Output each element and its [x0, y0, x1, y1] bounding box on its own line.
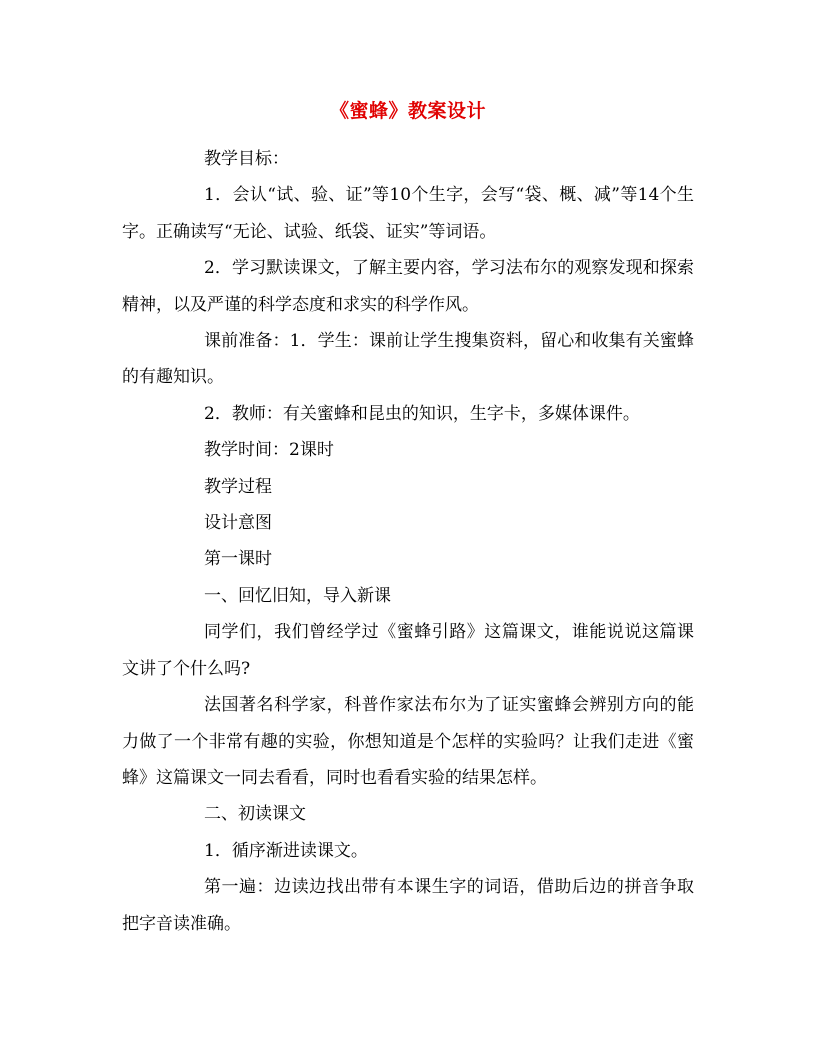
paragraph: 同学们，我们曾经学过《蜜蜂引路》这篇课文，谁能说说这篇课文讲了个什么吗? — [122, 622, 694, 679]
document-body — [122, 141, 694, 942]
paragraph: 教学过程 — [204, 476, 272, 497]
paragraph: 2．学习默读课文，了解主要内容，学习法布尔的观察发现和探索精神，以及严谨的科学态度和求实的科学作风。 — [122, 258, 694, 315]
paragraph: 教学目标： — [204, 149, 289, 169]
paragraph: 课前准备：1．学生：课前让学生搜集资料，留心和收集有关蜜蜂的有趣知识。 — [122, 331, 694, 388]
paragraph: 1．会认“试、验、证”等10个生字，会写“袋、概、减”等14个生字。正确读写“无论、试验、纸袋、证实”等词语。 — [122, 185, 694, 242]
paragraph: 第一遍：边读边找出带有本课生字的词语，借助后边的拼音争取把字音读准确。 — [122, 877, 694, 934]
paragraph: 教学时间：2课时 — [204, 440, 334, 461]
paragraph: 设计意图 — [204, 513, 272, 534]
paragraph: 2．教师：有关蜜蜂和昆虫的知识，生字卡，多媒体课件。 — [204, 403, 640, 424]
paragraph: 法国著名科学家，科普作家法布尔为了证实蜜蜂会辨别方向的能力做了一个非常有趣的实验，你想知道是个怎样的实验吗？让我们走进《蜜蜂》这篇课文一同去看看，同时也看看实验的结果怎样。 — [122, 695, 694, 788]
paragraph: 第一课时 — [204, 549, 272, 570]
document-title: 《蜜蜂》教案设计 — [329, 100, 486, 122]
paragraph: 二、初读课文 — [204, 804, 306, 825]
paragraph: 1．循序渐进读课文。 — [204, 840, 368, 861]
paragraph: 一、回忆旧知，导入新课 — [204, 585, 391, 606]
